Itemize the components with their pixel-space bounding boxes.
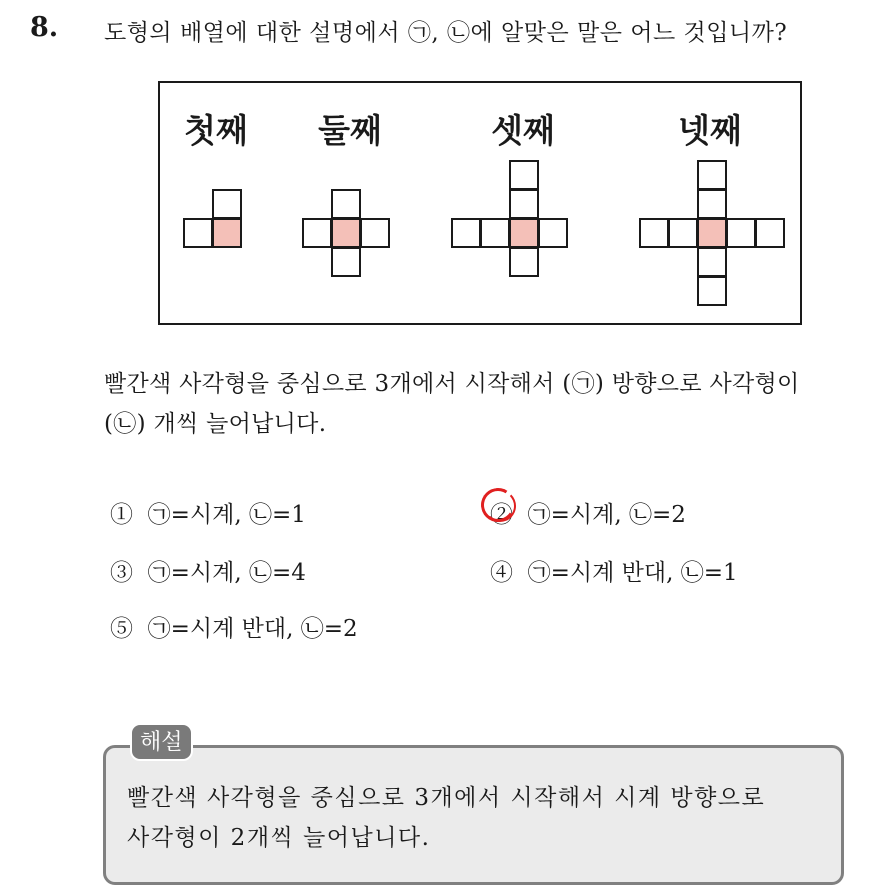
- explanation-text: [127, 778, 765, 858]
- choice-number: ②: [490, 502, 513, 528]
- stage1-center-cell: [212, 218, 242, 248]
- choice-text: ㉠=시계 반대, ㉡=2: [147, 616, 358, 642]
- stage-label-2: 둘째: [318, 111, 382, 150]
- stage-label-3: 셋째: [491, 111, 555, 150]
- choice-5[interactable]: [110, 610, 358, 643]
- question-text: 도형의 배열에 대한 설명에서 ㉠, ㉡에 알맞은 말은 어느 것입니까?: [104, 20, 788, 46]
- description-line-2: (㉡) 개씩 늘어납니다.: [104, 411, 327, 437]
- stage4-cell: [697, 247, 727, 277]
- stage1-cell: [212, 189, 242, 219]
- stage1-cell: [183, 218, 213, 248]
- stage4-cell: [639, 218, 669, 248]
- stage2-cell: [331, 189, 361, 219]
- choice-number: ①: [110, 502, 133, 528]
- stage2-cell: [360, 218, 390, 248]
- stage4-cell: [697, 160, 727, 190]
- choice-number: ④: [490, 560, 513, 586]
- explanation-tab: 해설: [130, 723, 193, 761]
- choice-text: ㉠=시계, ㉡=2: [527, 502, 686, 528]
- stage2-cell: [302, 218, 332, 248]
- stage4-cell: [697, 189, 727, 219]
- stage-label-1: 첫째: [184, 111, 248, 150]
- stage2-cell: [331, 247, 361, 277]
- choice-text: ㉠=시계, ㉡=4: [147, 560, 306, 586]
- stage3-cell: [480, 218, 510, 248]
- stage3-cell: [451, 218, 481, 248]
- stage3-cell: [538, 218, 568, 248]
- description: [104, 364, 800, 444]
- stage4-cell: [697, 276, 727, 306]
- description-line-1: 빨간색 사각형을 중심으로 3개에서 시작해서 (㉠) 방향으로 사각형이: [104, 371, 800, 397]
- stage4-center-cell: [697, 218, 727, 248]
- stage3-center-cell: [509, 218, 539, 248]
- question-number: 8.: [30, 12, 59, 43]
- explanation-line-1: 빨간색 사각형을 중심으로 3개에서 시작해서 시계 방향으로: [127, 785, 766, 811]
- choice-2[interactable]: [490, 496, 686, 529]
- stage3-cell: [509, 247, 539, 277]
- choice-1[interactable]: [110, 496, 306, 529]
- explanation-line-2: 사각형이 2개씩 늘어납니다.: [127, 825, 431, 851]
- stage-label-4: 넷째: [678, 111, 742, 150]
- choice-number: ③: [110, 560, 133, 586]
- stage4-cell: [668, 218, 698, 248]
- figure-box: [158, 81, 802, 325]
- stage4-cell: [755, 218, 785, 248]
- stage4-cell: [726, 218, 756, 248]
- stage3-cell: [509, 160, 539, 190]
- choice-number: ⑤: [110, 616, 133, 642]
- choice-4[interactable]: [490, 554, 738, 587]
- answer-mark-circle-stroke: [484, 490, 516, 522]
- stage3-cell: [509, 189, 539, 219]
- choice-text: ㉠=시계 반대, ㉡=1: [527, 560, 738, 586]
- choice-3[interactable]: [110, 554, 306, 587]
- choice-text: ㉠=시계, ㉡=1: [147, 502, 306, 528]
- stage2-center-cell: [331, 218, 361, 248]
